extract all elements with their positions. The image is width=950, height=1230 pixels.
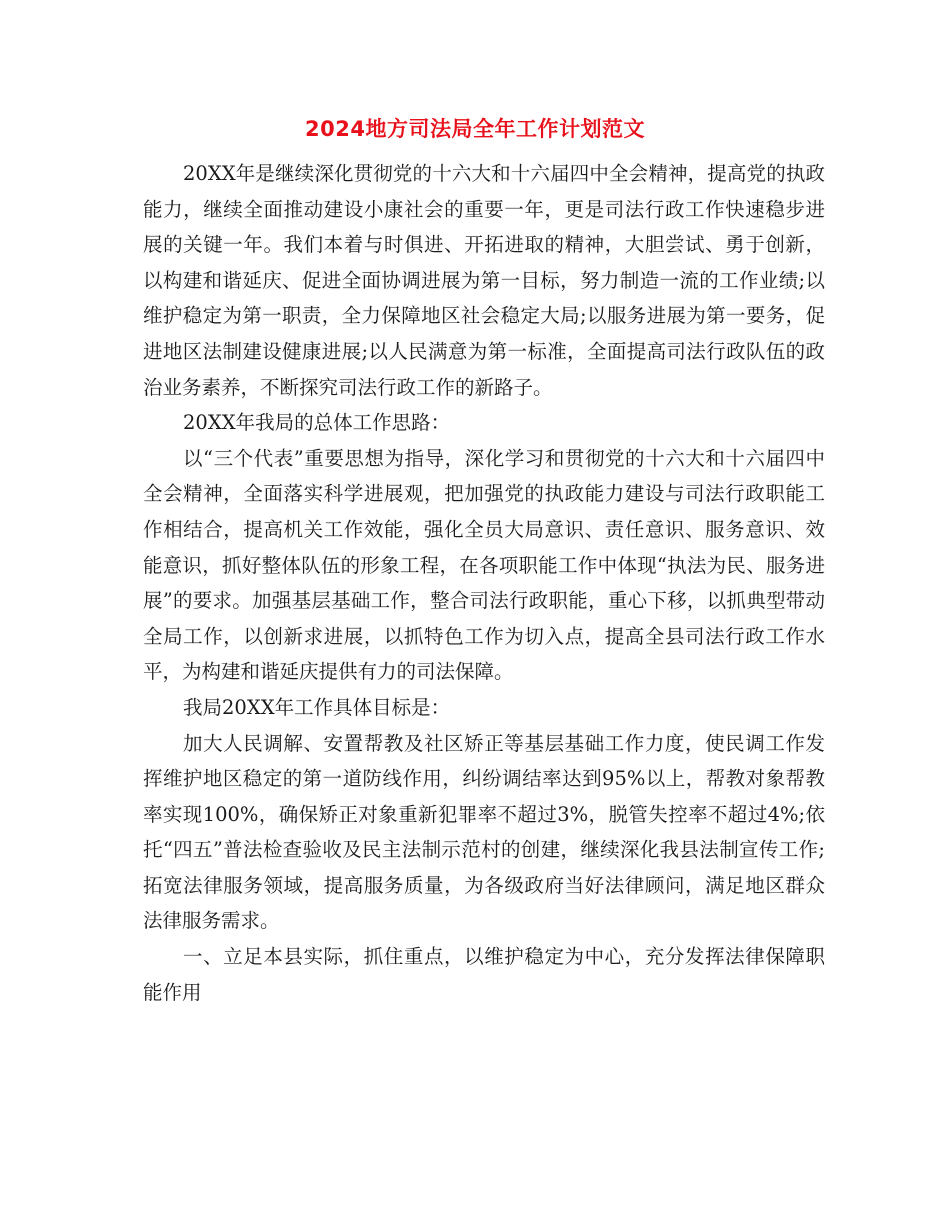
document-body [143,156,825,1010]
paragraph-goals-heading: 我局20XX年工作具体目标是： [183,695,451,719]
document-title: 2024地方司法局全年工作计划范文 [305,117,645,141]
paragraph-goals: 加大人民调解、安置帮教及社区矫正等基层基础工作力度，使民调工作发挥维护地区稳定的第一道防线作用，纠纷调结率达到95%以上，帮教对象帮教率实现100%，确保矫正对象重新犯罪率不超过3%，脱管失控率不超过4%;依托“四五”普法检查验收及民主法制示范村的创建，继续深化我县法制宣传工作;拓宽法律服务领域，提高服务质量，为各级政府当好法律顾问，满足地区群众法律服务需求。 [143,731,825,933]
section-heading-1: 一、立足本县实际，抓住重点，以维护稳定为中心，充分发挥法律保障职能作用 [143,945,825,1004]
paragraph-overall-approach-heading: 20XX年我局的总体工作思路： [183,411,451,435]
paragraph-overall-approach: 以“三个代表”重要思想为指导，深化学习和贯彻党的十六大和十六届四中全会精神，全面落实科学进展观，把加强党的执政能力建设与司法行政职能工作相结合，提高机关工作效能，强化全员大局意识、责任意识、服务意识、效能意识，抓好整体队伍的形象工程，在各项职能工作中体现“执法为民、服务进展”的要求。加强基层基础工作，整合司法行政职能，重心下移，以抓典型带动全局工作，以创新求进展，以抓特色工作为切入点，提高全县司法行政工作水平，为构建和谐延庆提供有力的司法保障。 [143,446,825,684]
paragraph-intro: 20XX年是继续深化贯彻党的十六大和十六届四中全会精神，提高党的执政能力，继续全面推动建设小康社会的重要一年，更是司法行政工作快速稳步进展的关键一年。我们本着与时俱进、开拓进取的精神，大胆尝试、勇于创新，以构建和谐延庆、促进全面协调进展为第一目标，努力制造一流的工作业绩;以维护稳定为第一职责，全力保障地区社会稳定大局;以服务进展为第一要务，促进地区法制建设健康进展;以人民满意为第一标准，全面提高司法行政队伍的政治业务素养，不断探究司法行政工作的新路子。 [143,162,825,399]
